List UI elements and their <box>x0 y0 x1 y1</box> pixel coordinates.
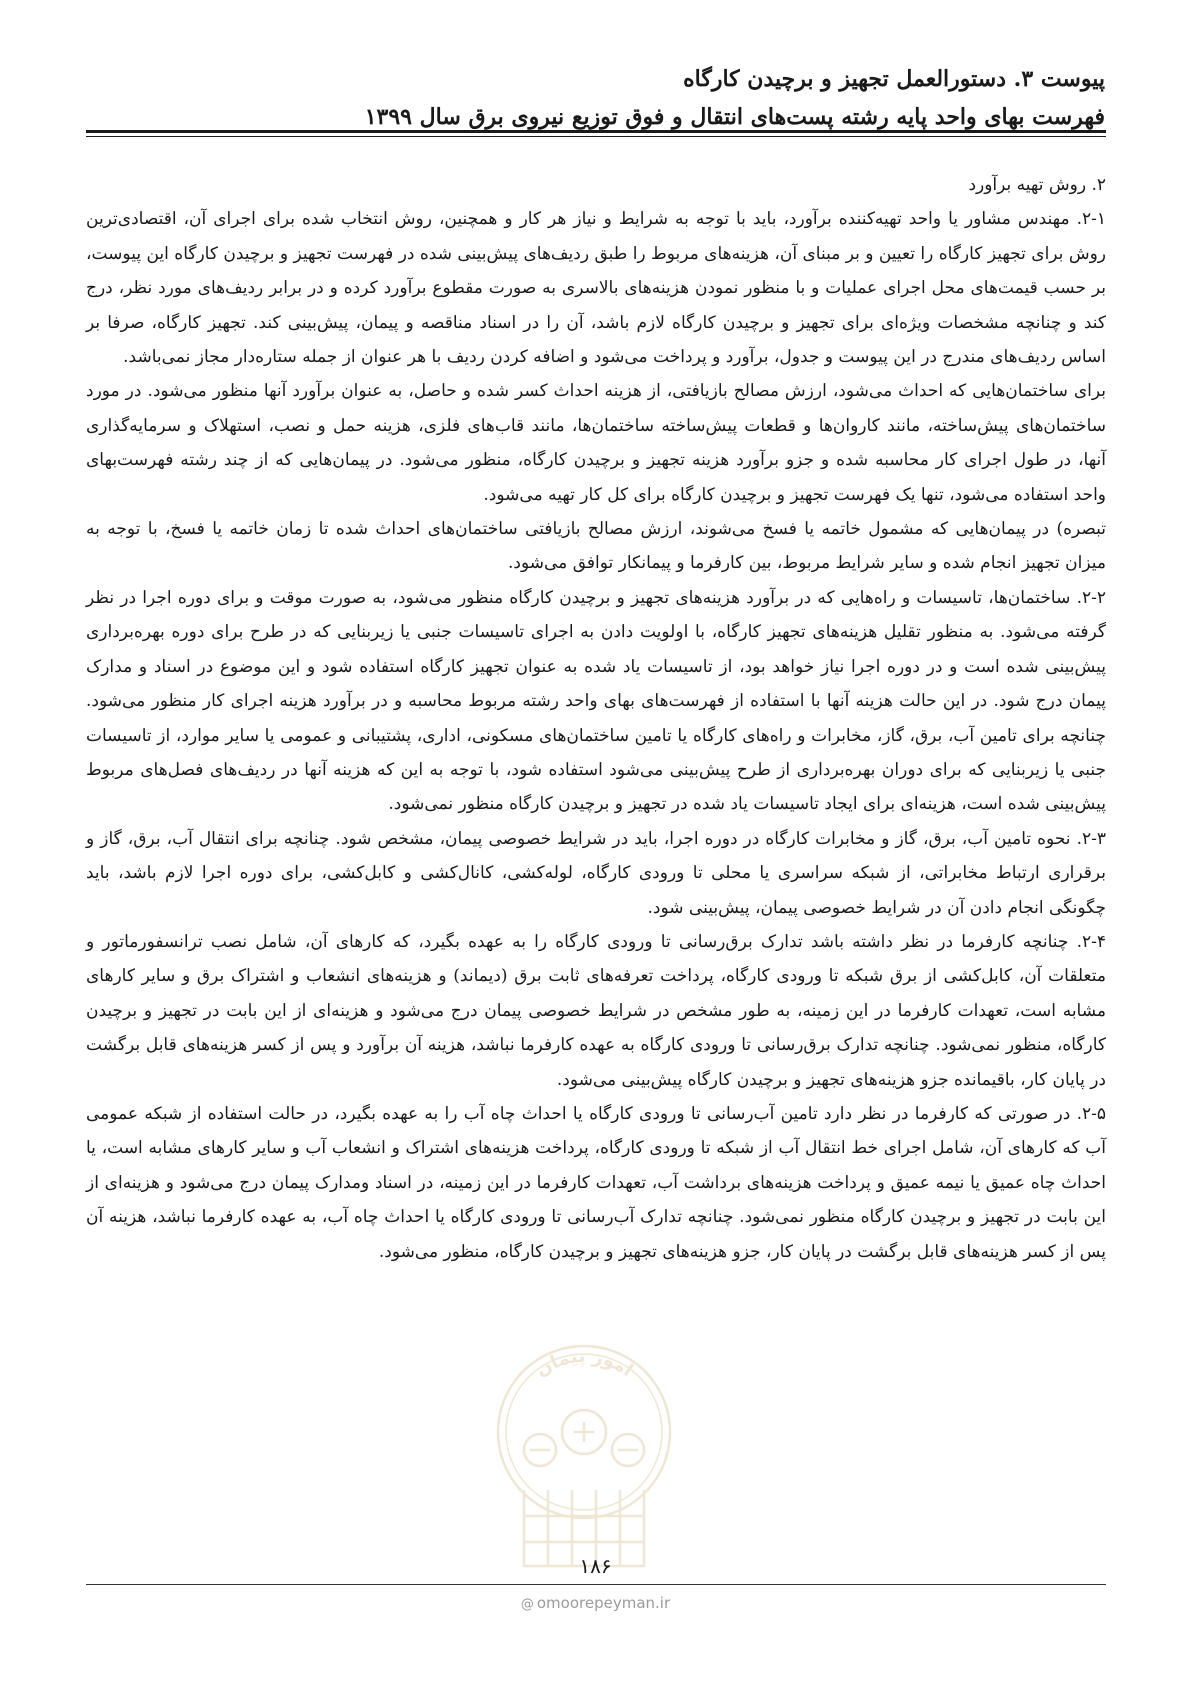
page-content <box>86 168 1106 1269</box>
page-header <box>85 60 1105 136</box>
section-heading: ۲. روش تهیه برآورد <box>968 175 1106 195</box>
paragraph-buildings: برای ساختمان‌هایی که احداث می‌شود، ارزش مصالح بازیافتی، از هزینه احداث کسر شده و حاصل، به عنوان برآورد آنها منظور می‌شود. در مورد ساختمان‌های پیش‌ساخته، مانند کاروان‌ها و قطعات پیش‌ساخته ساختمان‌ها، مانند قاب‌های فلزی، هزینه حمل و نصب، استهلاک و سرمایه‌گذاری آنها، در طول اجرای کار محاسبه شده و جزو برآورد هزینه تجهیز و برچیدن کارگاه، منظور می‌شود. در پیمان‌هایی که از چند رشته فهرست‌بهای واحد استفاده می‌شود، تنها یک فهرست تجهیز و برچیدن کارگاه برای کل کار تهیه می‌شود. <box>86 381 1106 505</box>
paragraph-2-2: ۲-۲. ساختمان‌ها، تاسیسات و راه‌هایی که در برآورد هزینه‌های تجهیز و برچیدن کارگاه منظور می‌شود، به صورت موقت و برای دوره اجرا در نظر گرفته می‌شود. به منظور تقلیل هزینه‌های تجهیز کارگاه، با اولویت دادن به اجرای تاسیسات جنبی یا زیربنایی که در طرح برای دوره بهره‌برداری پیش‌بینی شده است و در دوره اجرا نیاز خواهد بود، از تاسیسات یاد شده به عنوان تجهیز کارگاه استفاده شود و این موضوع در اسناد و مدارک پیمان درج شود. در این حالت هزینه آنها با استفاده از فهرست‌های بهای واحد رشته مربوط محاسبه و در برآورد هزینه اجرای کار منظور می‌شود. چنانچه برای تامین آب، برق، گاز، مخابرات و راه‌های کارگاه یا تامین ساختمان‌های مسکونی، اداری، پشتیبانی و عمومی یا سایر موارد، از تاسیسات جنبی یا زیربنایی که برای دوران بهره‌برداری از طرح پیش‌بینی می‌شود استفاده شود، با توجه به این که هزینه آنها در ردیف‌های فصل‌های مربوط پیش‌بینی شده است، هزینه‌ای برای ایجاد تاسیسات یاد شده در تجهیز و برچیدن کارگاه منظور نمی‌شود. <box>86 587 1106 815</box>
footer-rule <box>86 1584 1106 1585</box>
page-number: ۱۸۶ <box>579 1554 612 1578</box>
paragraph-2-3: ۲-۳. نحوه تامین آب، برق، گاز و مخابرات کارگاه در دوره اجرا، باید در شرایط خصوصی پیمان، مشخص شود. چنانچه برای انتقال آب، برق، گاز و برقراری ارتباط مخابراتی، از شبکه سراسری یا محلی تا ورودی کارگاه، لوله‌کشی، کانال‌کشی و کابل‌کشی، برای دوره اجرا لازم باشد، باید چگونگی انجام دادن آن در شرایط خصوصی پیمان، پیش‌بینی شود. <box>86 828 1106 918</box>
footer-watermark <box>470 1594 721 1612</box>
header-rule-thin <box>86 136 1106 137</box>
document-title: فهرست بهای واحد پایه رشته پست‌های انتقال و فوق توزیع نیروی برق سال ۱۳۹۹ <box>364 104 1105 130</box>
seal-emblem-icon <box>478 1340 690 1572</box>
paragraph-2-5: ۲-۵. در صورتی که کارفرما در نظر دارد تامین آب‌رسانی تا ورودی کارگاه یا احداث چاه آب را به عهده بگیرد، در حالت استفاده از شبکه عمومی آب که کارهای آن، شامل اجرای خط انتقال آب از شبکه تا ورودی کارگاه، پرداخت هزینه‌های اشتراک و انشعاب آب و سایر کارهای مشابه است، یا احداث چاه عمیق یا نیمه عمیق و پرداخت هزینه‌های برداشت آب، تعهدات کارفرما در این زمینه، در اسناد ومدارک پیمان درج می‌شود و هزینه‌ای از این بابت در تجهیز و برچیدن کارگاه منظور نمی‌شود. چنانچه تدارک آب‌رسانی تا ورودی کارگاه یا احداث چاه آب، به عهده کارفرما نباشد، هزینه آن پس از کسر هزینه‌های قابل برگشت در پایان کار، جزو هزینه‌های تجهیز و برچیدن کارگاه، منظور می‌شود. <box>86 1103 1106 1262</box>
at-icon: @ <box>520 1597 534 1612</box>
svg-text:امور پیمان <box>532 1346 637 1381</box>
appendix-title: پیوست ۳. دستورالعمل تجهیز و برچیدن کارگاه <box>683 66 1105 92</box>
paragraph-2-4: ۲-۴. چنانچه کارفرما در نظر داشته باشد تدارک برق‌رسانی تا ورودی کارگاه را به عهده بگیرد، که کارهای آن، شامل نصب ترانسفورماتور و متعلقات آن، کابل‌کشی از برق شبکه تا ورودی کارگاه، پرداخت تعرفه‌های ثابت برق (دیماند) و هزینه‌های انشعاب و اشتراک برق و سایر کارهای مشابه است، تعهدات کارفرما در این زمینه، به طور مشخص در شرایط خصوصی پیمان درج می‌شود و هزینه‌ای از این بابت در تجهیز و برچیدن کارگاه، منظور نمی‌شود. چنانچه تدارک برق‌رسانی تا ورودی کارگاه به عهده کارفرما نباشد، هزینه آن برآورد و پس از کسر هزینه‌های قابل برگشت در پایان کار، باقیمانده جزو هزینه‌های تجهیز و برچیدن کارگاه پیش‌بینی می‌شود. <box>86 931 1106 1090</box>
seal-label: امور پیمان <box>531 1345 637 1382</box>
watermark-text: omoorepeyman.ir <box>536 1594 671 1612</box>
paragraph-note: تبصره) در پیمان‌هایی که مشمول خاتمه یا فسخ می‌شوند، ارزش مصالح بازیافتی ساختمان‌های احداث شده تا زمان خاتمه یا فسخ، با توجه به میزان تجهیز انجام شده و سایر شرایط مربوط، بین کارفرما و پیمانکار توافق می‌شود. <box>86 519 1106 574</box>
paragraph-2-1: ۲-۱. مهندس مشاور یا واحد تهیه‌کننده برآورد، باید با توجه به شرایط و نیاز هر کار و همچنین، روش انتخاب شده برای اجرای آن، اقتصادی‌ترین روش برای تجهیز کارگاه را تعیین و بر مبنای آن، هزینه‌های مربوط را طبق ردیف‌های پیش‌بینی شده در فهرست تجهیز و برچیدن کارگاه این پیوست، بر حسب قیمت‌های محل اجرای عملیات و با منظور نمودن هزینه‌های بالاسری به صورت مقطوع برآورد کرده و در برابر ردیف‌های مورد نظر، درج کند و چنانچه مشخصات ویژه‌ای برای تجهیز و برچیدن کارگاه لازم باشد، آن را در اسناد مناقصه و پیمان، پیش‌بینی کند. تجهیز کارگاه، صرفا بر اساس ردیف‌های مندرج در این پیوست و جدول، برآورد و پرداخت می‌شود و اضافه کردن ردیف با هر عنوان از جمله ستاره‌دار مجاز نمی‌باشد. <box>86 209 1106 368</box>
header-rule-thick <box>86 130 1106 133</box>
